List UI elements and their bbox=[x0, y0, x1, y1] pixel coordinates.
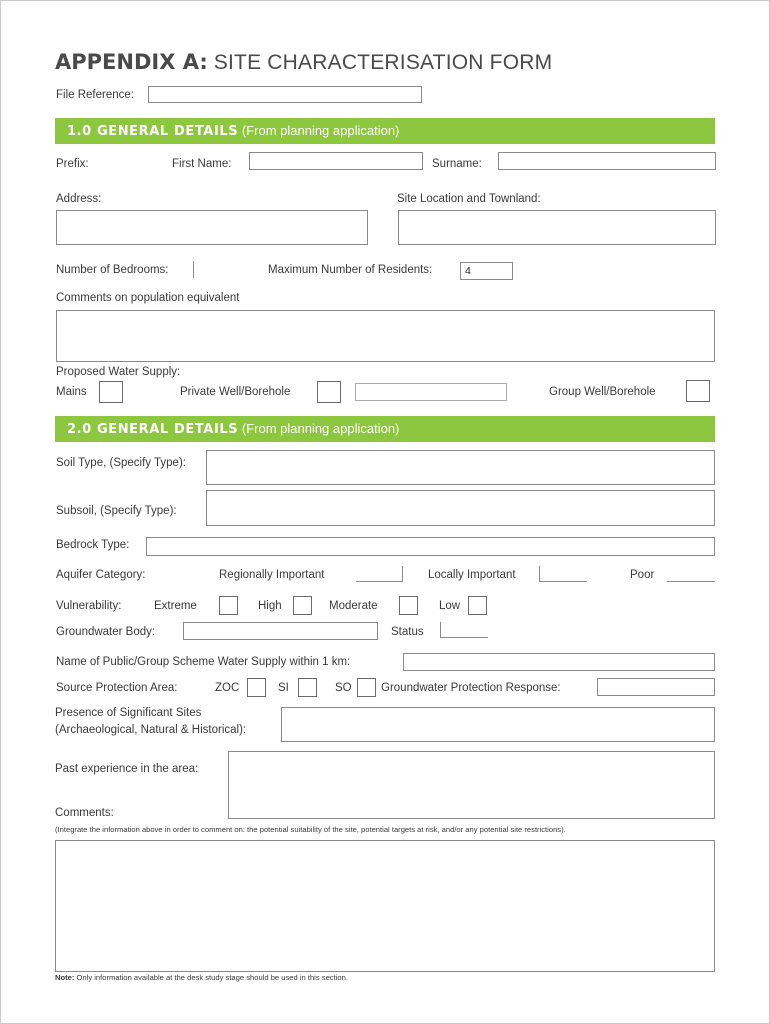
title-bold: APPENDIX A: bbox=[55, 50, 208, 74]
past-experience-field[interactable] bbox=[228, 751, 715, 819]
max-residents-label: Maximum Number of Residents: bbox=[268, 264, 433, 276]
vulnerability-label: Vulnerability: bbox=[56, 600, 122, 612]
group-well-label: Group Well/Borehole bbox=[549, 386, 656, 398]
public-scheme-label: Name of Public/Group Scheme Water Supply within 1 km: bbox=[56, 656, 351, 668]
file-reference-field[interactable] bbox=[148, 86, 422, 103]
file-reference-label: File Reference: bbox=[56, 89, 134, 101]
vulnerability-moderate-checkbox[interactable] bbox=[399, 596, 418, 615]
mains-label: Mains bbox=[56, 386, 87, 398]
source-protection-label: Source Protection Area: bbox=[56, 682, 178, 694]
section2-subtitle: (From planning application) bbox=[241, 421, 400, 436]
aquifer-poor-field[interactable] bbox=[667, 581, 715, 582]
site-location-label: Site Location and Townland: bbox=[397, 193, 541, 205]
private-well-checkbox[interactable] bbox=[317, 381, 341, 403]
vulnerability-option-low: Low bbox=[439, 600, 461, 612]
aquifer-regional-field[interactable] bbox=[356, 581, 402, 582]
title-rest: SITE CHARACTERISATION FORM bbox=[213, 51, 553, 74]
comments-hint: (Integrate the information above in order to comment on: the potential suitability of the site, potential targets at risk, and/or any potential site restrictions). bbox=[55, 825, 566, 834]
source-option-zoc: ZOC bbox=[215, 682, 240, 694]
form-title bbox=[55, 50, 552, 75]
bedrock-field[interactable] bbox=[146, 537, 715, 556]
surname-field[interactable] bbox=[498, 152, 716, 170]
address-field[interactable] bbox=[56, 210, 368, 245]
note-bold: Note: bbox=[55, 973, 75, 982]
comments-field[interactable] bbox=[55, 840, 715, 972]
vulnerability-option-extreme: Extreme bbox=[154, 600, 197, 612]
vulnerability-low-checkbox[interactable] bbox=[468, 596, 487, 615]
mains-checkbox[interactable] bbox=[99, 381, 123, 403]
address-label: Address: bbox=[56, 193, 102, 205]
vulnerability-option-moderate: Moderate bbox=[329, 600, 378, 612]
aquifer-local-divider bbox=[539, 566, 540, 582]
source-option-so: SO bbox=[335, 682, 352, 694]
source-option-si: SI bbox=[278, 682, 289, 694]
aquifer-option-poor: Poor bbox=[630, 569, 655, 581]
significant-sites-field[interactable] bbox=[281, 707, 715, 742]
significant-sites-label-line2: (Archaeological, Natural & Historical): bbox=[55, 724, 247, 736]
status-field[interactable] bbox=[440, 637, 488, 638]
bedrock-label: Bedrock Type: bbox=[56, 539, 130, 551]
note-text: Only information available at the desk study stage should be used in this section. bbox=[74, 973, 348, 982]
soil-type-label: Soil Type, (Specify Type): bbox=[56, 457, 186, 469]
bedrooms-label: Number of Bedrooms: bbox=[56, 264, 169, 276]
subsoil-field[interactable] bbox=[206, 490, 715, 526]
public-scheme-field[interactable] bbox=[403, 653, 715, 671]
private-well-details-field[interactable] bbox=[355, 383, 507, 401]
vulnerability-extreme-checkbox[interactable] bbox=[219, 596, 238, 615]
section1-subtitle: (From planning application) bbox=[241, 123, 400, 138]
aquifer-regional-divider bbox=[402, 566, 403, 582]
section1-number-title: 1.0 GENERAL DETAILS bbox=[67, 124, 239, 139]
max-residents-field[interactable]: 4 bbox=[460, 262, 513, 280]
comments-pe-field[interactable] bbox=[56, 310, 715, 362]
comments-label: Comments: bbox=[55, 807, 114, 819]
significant-sites-label-line1: Presence of Significant Sites bbox=[55, 707, 202, 719]
subsoil-label: Subsoil, (Specify Type): bbox=[56, 505, 177, 517]
aquifer-option-regional: Regionally Important bbox=[219, 569, 325, 581]
bedrooms-field[interactable] bbox=[193, 261, 194, 278]
source-so-checkbox[interactable] bbox=[357, 678, 376, 697]
status-divider bbox=[440, 622, 441, 638]
water-supply-label: Proposed Water Supply: bbox=[56, 366, 181, 378]
surname-label: Surname: bbox=[432, 158, 482, 170]
section1-header bbox=[55, 118, 715, 144]
soil-type-field[interactable] bbox=[206, 450, 715, 485]
source-si-checkbox[interactable] bbox=[298, 678, 317, 697]
status-label: Status bbox=[391, 626, 424, 638]
first-name-label: First Name: bbox=[172, 158, 232, 170]
first-name-field[interactable] bbox=[249, 152, 423, 170]
past-experience-label: Past experience in the area: bbox=[55, 763, 199, 775]
gw-protection-label: Groundwater Protection Response: bbox=[381, 682, 561, 694]
groundwater-body-label: Groundwater Body: bbox=[56, 626, 156, 638]
aquifer-label: Aquifer Category: bbox=[56, 569, 146, 581]
site-location-field[interactable] bbox=[398, 210, 716, 245]
section2-header bbox=[55, 416, 715, 442]
prefix-label: Prefix: bbox=[56, 158, 89, 170]
source-zoc-checkbox[interactable] bbox=[247, 678, 266, 697]
private-well-label: Private Well/Borehole bbox=[180, 386, 291, 398]
vulnerability-option-high: High bbox=[258, 600, 282, 612]
vulnerability-high-checkbox[interactable] bbox=[293, 596, 312, 615]
section2-number-title: 2.0 GENERAL DETAILS bbox=[67, 422, 239, 437]
aquifer-local-field[interactable] bbox=[539, 581, 587, 582]
comments-pe-label: Comments on population equivalent bbox=[56, 292, 240, 304]
aquifer-option-local: Locally Important bbox=[428, 569, 516, 581]
gw-protection-field[interactable] bbox=[597, 678, 715, 696]
groundwater-body-field[interactable] bbox=[183, 622, 378, 640]
group-well-checkbox[interactable] bbox=[686, 380, 710, 402]
section-note bbox=[55, 973, 348, 982]
